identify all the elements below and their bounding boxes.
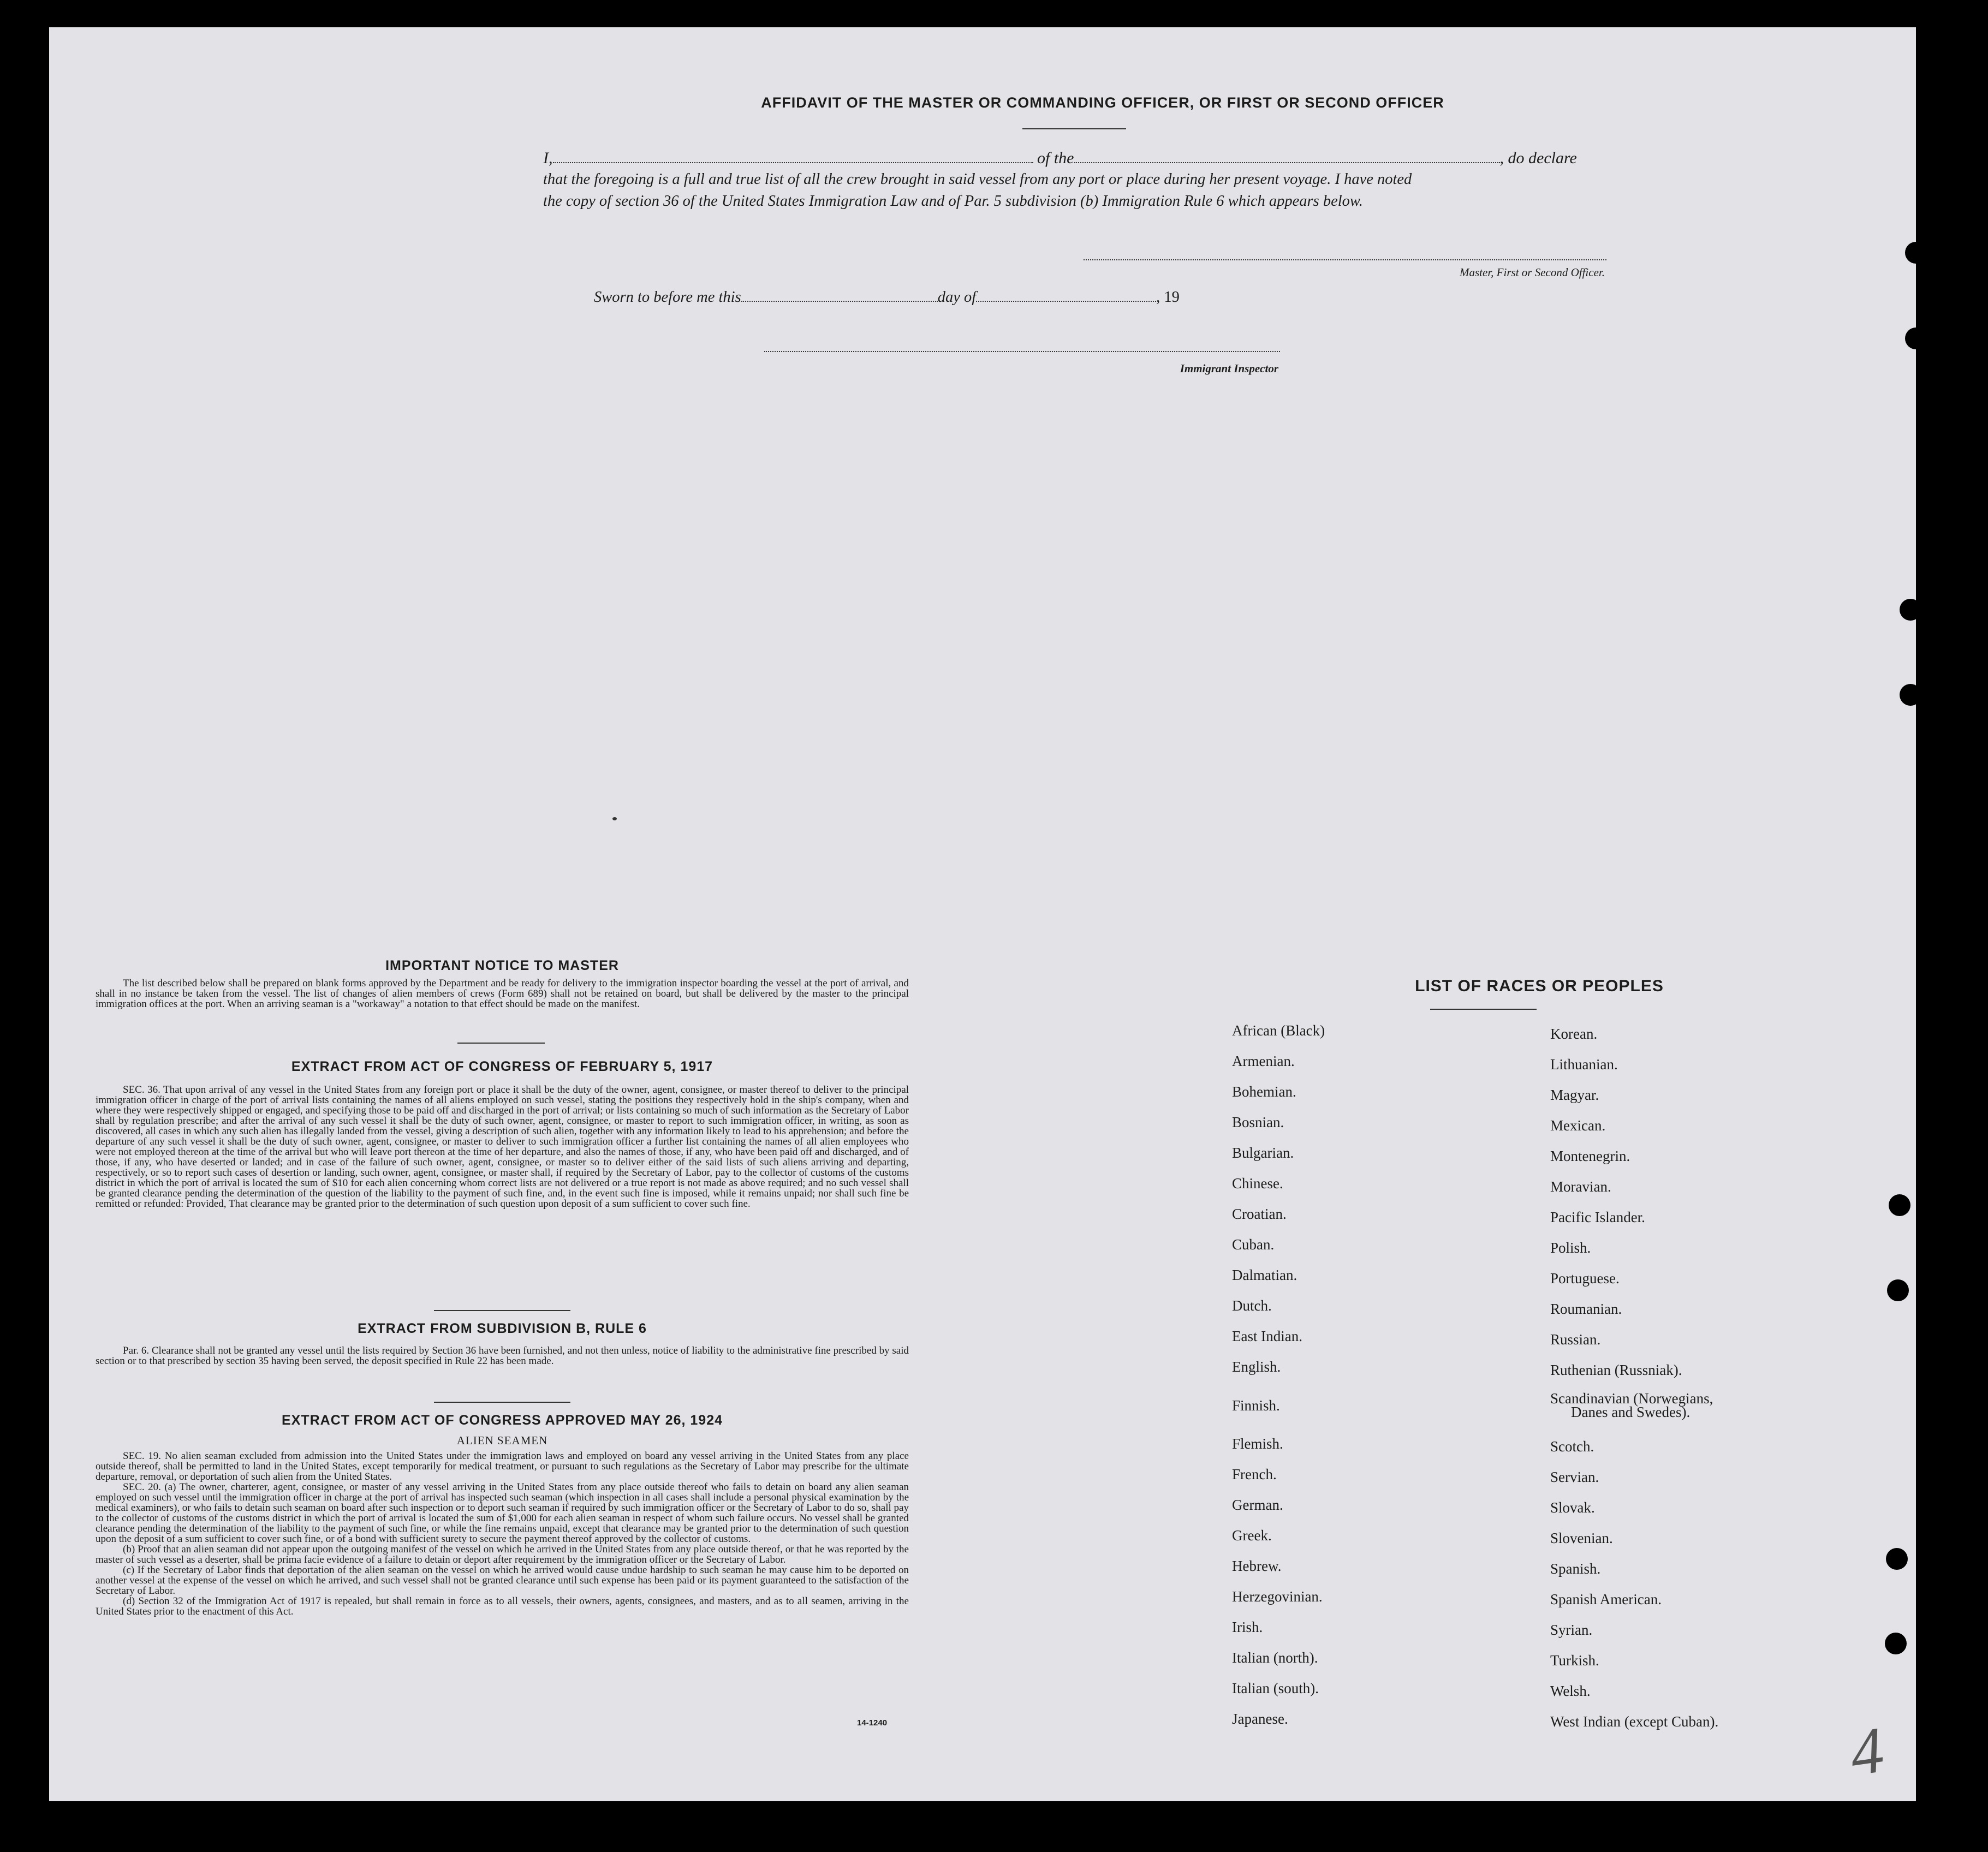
handwritten-page-mark: 4 — [1845, 1713, 1888, 1790]
race-left: Italian (north). — [1232, 1649, 1318, 1666]
punch-hole — [1887, 1279, 1909, 1301]
vessel-field[interactable] — [1074, 162, 1500, 163]
race-right: Spanish. — [1550, 1561, 1601, 1577]
race-right: Spanish American. — [1550, 1591, 1662, 1607]
race-left: Armenian. — [1232, 1053, 1295, 1069]
signature-label: Master, First or Second Officer. — [1460, 266, 1605, 279]
affidavit-title: AFFIDAVIT OF THE MASTER OR COMMANDING OFFICER, OR FIRST OR SECOND OFFICER — [761, 94, 1444, 111]
race-left: Herzegovinian. — [1232, 1588, 1323, 1605]
affidavit-line-3: the copy of section 36 of the United States Immigration Law and of Par. 5 subdivision (b) Immigration Rule 6 which appears below. — [543, 193, 1363, 210]
act-1924-sec-20a: SEC. 20. (a) The owner, charterer, agent, consignee, or master of any vessel arriving in the United States from any place outside thereof who fails to detain on board any alien seaman employed on such vessel until the immigration officer in charge at the port of arrival has inspected such seaman (which inspection in all cases shall include a personal physical examination by the medical examiners), or who fails to detain such seaman on board after such inspection or to deport such seaman if required by such immigration officer or the Secretary of Labor to do so, shall pay to the collector of customs of the customs district in which the port of arrival is located the sum of $1,000 for each alien seaman in respect of whom such failure occurs. No vessel shall be granted clearance pending the determination of the liability to the payment of such fine, or while the fine remains unpaid, except that clearance may be granted prior to the determination of such question upon the deposit of a sum sufficient to cover such fine, or of a bond with sufficient surety to secure the payment thereof approved by the collector of customs. — [96, 1481, 909, 1545]
inspector-label: Immigrant Inspector — [1180, 362, 1278, 375]
race-right: Turkish. — [1550, 1652, 1599, 1669]
notice-rule — [457, 1043, 545, 1044]
race-left: Dutch. — [1232, 1297, 1272, 1314]
punch-hole — [1905, 327, 1927, 349]
race-right: Slovak. — [1550, 1499, 1595, 1516]
inspector-signature-line[interactable] — [764, 351, 1280, 352]
sworn-label: Sworn to before me this — [594, 289, 741, 306]
race-right: West Indian (except Cuban). — [1550, 1713, 1719, 1730]
races-title: LIST OF RACES OR PEOPLES — [1415, 977, 1664, 995]
race-right: Moravian. — [1550, 1178, 1611, 1195]
race-left: Italian (south). — [1232, 1680, 1319, 1696]
act-1924-body — [96, 1451, 909, 1617]
race-left: Flemish. — [1232, 1436, 1283, 1452]
race-right: Montenegrin. — [1550, 1148, 1630, 1164]
race-left: English. — [1232, 1359, 1281, 1375]
act-1917-title: EXTRACT FROM ACT OF CONGRESS OF FEBRUARY 5, 1917 — [291, 1059, 713, 1074]
race-left: Bulgarian. — [1232, 1145, 1294, 1161]
sworn-line — [594, 289, 1180, 306]
rule-6-text: Par. 6. Clearance shall not be granted any vessel until the lists required by Section 36 have been furnished, and not then unless, notice of liability to the administrative fine prescribed by said section or to that prescribed by section 35 having been served, the deposit specified in Rule 22 has been made. — [96, 1345, 909, 1367]
race-right: Russian. — [1550, 1331, 1601, 1348]
race-right: Lithuanian. — [1550, 1056, 1618, 1073]
race-left: Bohemian. — [1232, 1083, 1296, 1100]
race-left: Cuban. — [1232, 1236, 1275, 1253]
race-left: German. — [1232, 1497, 1283, 1513]
rule-6-title: EXTRACT FROM SUBDIVISION B, RULE 6 — [358, 1321, 647, 1336]
race-right: Magyar. — [1550, 1087, 1599, 1103]
races-title-rule — [1430, 1009, 1537, 1010]
act-1917-rule — [434, 1310, 570, 1311]
punch-hole — [1900, 599, 1921, 621]
race-left: African (Black) — [1232, 1022, 1325, 1039]
race-right: Syrian. — [1550, 1622, 1593, 1638]
sworn-day-field[interactable] — [741, 301, 938, 302]
notice-text: The list described below shall be prepared on blank forms approved by the Department and be ready for delivery to the immigration inspector boarding the vessel at the port of arrival, and shall in no instance be taken from the vessel. The list of changes of alien members of crews (Form 689) shall not be retained on board, but shall be delivered by the master to the principal immigration offices at the port. When an arriving seaman is a "workaway" a notation to that effect should be made on the manifest. — [96, 978, 909, 1010]
document-page — [49, 27, 1916, 1801]
race-left: Greek. — [1232, 1527, 1272, 1544]
punch-hole — [1905, 242, 1927, 264]
race-left: Croatian. — [1232, 1206, 1287, 1222]
race-right: Polish. — [1550, 1240, 1591, 1256]
act-1917-text: SEC. 36. That upon arrival of any vessel in the United States from any foreign port or place it shall be the duty of the owner, agent, consignee, or master thereof to deliver to the principal immigration officer in charge of the port of arrival lists containing the names of all aliens employed on such vessel, stating the positions they respectively hold in the ship's company, when and where they were respectively shipped or engaged, and specifying those to be paid off and discharged in the port of arrival; or lists containing so much of such information as the Secretary of Labor shall by regulation prescribe; and after the arrival of any such vessel it shall be the duty of such owner, agent, consignee, or master to report to such immigration officer, in writing, as soon as discovered, all cases in which any such alien has illegally landed from the vessel, giving a description of such alien, together with any information likely to lead to his apprehension; and before the departure of any such vessel it shall be the duty of such owner, agent, consignee, or master to deliver to such immigration officer a further list containing the names of all alien employees who were not employed thereon at the time of the arrival but who will leave port thereon at the time of her departure, and also the names of those, if any, who have been paid off and discharged, and of those, if any, who have deserted or landed; and in case of the failure of such owner, agent, consignee, or master so to deliver either of the said lists of such aliens arriving and departing, respectively, or so to report such cases of desertion or landing, such owner, agent, consignee, or master shall, if required by the Secretary of Labor, pay to the collector of customs of the customs district in which the port of arrival is located the sum of $10 for each alien concerning whom correct lists are not delivered or a true report is not made as above required; and no such vessel shall be granted clearance pending the determination of the question of the liability to the payment of such fine, and, in the event such fine is imposed, while it remains unpaid; nor shall such fine be remitted or refunded: Provided, That clearance may be granted prior to the determination of such question upon deposit of a sum sufficient to cover such fine. — [96, 1084, 909, 1210]
sworn-month-field[interactable] — [976, 301, 1156, 302]
race-left: Finnish. — [1232, 1397, 1280, 1414]
affidavit-line-2: that the foregoing is a full and true list of all the crew brought in said vessel from any port or place during her present voyage. I have noted — [543, 171, 1412, 188]
punch-hole — [1900, 684, 1921, 706]
race-right: Roumanian. — [1550, 1301, 1622, 1317]
affidavit-title-rule — [1022, 128, 1126, 129]
notice-title: IMPORTANT NOTICE TO MASTER — [385, 958, 619, 973]
race-right: Pacific Islander. — [1550, 1209, 1645, 1225]
day-of-label: day of — [937, 289, 977, 306]
race-right: Ruthenian (Russniak). — [1550, 1362, 1682, 1378]
signature-line[interactable] — [1084, 259, 1606, 260]
of-the-label: of the — [1037, 149, 1074, 167]
race-right: Korean. — [1550, 1026, 1598, 1042]
race-left: Irish. — [1232, 1619, 1263, 1635]
rule-6-rule — [434, 1402, 570, 1403]
race-right: Scotch. — [1550, 1438, 1594, 1455]
race-right: Mexican. — [1550, 1117, 1606, 1134]
race-right: Portuguese. — [1550, 1270, 1620, 1287]
year-label: , 19 — [1156, 289, 1180, 306]
race-left: Dalmatian. — [1232, 1267, 1297, 1283]
form-number: 14-1240 — [857, 1718, 888, 1728]
race-left: French. — [1232, 1466, 1277, 1482]
race-right: Slovenian. — [1550, 1530, 1613, 1546]
punch-hole — [1889, 1194, 1910, 1216]
act-1924-sec-20b: (b) Proof that an alien seaman did not appear upon the outgoing manifest of the vessel on which he arrived in the United States from any place outside thereof, or that he was reported by the master of such vessel as a deserter, shall be prima facie evidence of a failure to detain or deport after requirement by the immigration officer or the Secretary of Labor. — [96, 1544, 909, 1565]
race-left: Chinese. — [1232, 1175, 1283, 1192]
race-right: Welsh. — [1550, 1683, 1591, 1699]
i-label: I, — [543, 149, 553, 167]
act-1924-subtitle: ALIEN SEAMEN — [456, 1434, 548, 1447]
act-1924-sec-19: SEC. 19. No alien seaman excluded from admission into the United States under the immigration laws and employed on board any vessel arriving in the United States from any place outside thereof, shall be permitted to land in the United States, except temporarily for medical treatment, or pursuant to such regulations as the Secretary of Labor may prescribe for the ultimate departure, removal, or deportation of such alien from the United States. — [96, 1450, 909, 1482]
ink-speck — [612, 817, 617, 820]
race-left: Hebrew. — [1232, 1558, 1282, 1574]
race-left: Bosnian. — [1232, 1114, 1284, 1130]
punch-hole — [1885, 1633, 1907, 1654]
race-right: Servian. — [1550, 1469, 1599, 1485]
race-right: Danes and Swedes). — [1571, 1404, 1691, 1420]
race-left: East Indian. — [1232, 1328, 1302, 1344]
do-declare-label: , do declare — [1499, 149, 1577, 167]
race-right: Scandinavian (Norwegians, — [1550, 1390, 1713, 1407]
act-1924-sec-20d: (d) Section 32 of the Immigration Act of 1917 is repealed, but shall remain in force as to all vessels, their owners, agents, consignees, and masters, and as to all seamen, arriving in the United States prior to the enactment of this Act. — [96, 1595, 909, 1617]
act-1924-title: EXTRACT FROM ACT OF CONGRESS APPROVED MAY 26, 1924 — [281, 1413, 723, 1428]
affidavit-line-1 — [543, 149, 1577, 168]
act-1924-sec-20c: (c) If the Secretary of Labor finds that deportation of the alien seaman on the vessel on which he arrived would cause undue hardship to such seaman he may cause him to be deported on another vessel at the expense of the vessel on which he arrived, and such vessel shall not be granted clearance until such expense has been paid or its payment guaranteed to the satisfaction of the Secretary of Labor. — [96, 1564, 909, 1597]
punch-hole — [1886, 1548, 1908, 1570]
race-left: Japanese. — [1232, 1711, 1288, 1727]
name-field[interactable] — [553, 162, 1033, 163]
